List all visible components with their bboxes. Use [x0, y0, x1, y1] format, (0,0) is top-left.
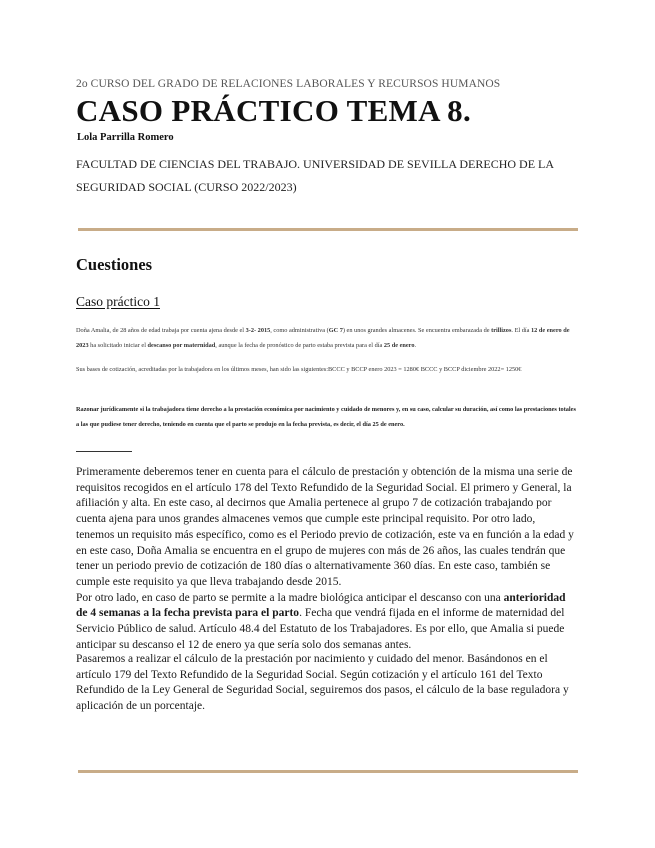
author-name: Lola Parrilla Romero	[77, 132, 174, 143]
top-divider	[78, 228, 578, 231]
case-statement-paragraph: Doña Amalia, de 28 años de edad trabaja por cuenta ajena desde el 3-2- 2015, como administrativa (GC 7) en unos grandes almacenes. Se encuentra embarazada de trillizos. El día 12 de enero de 2023 ha solicitado iniciar el descanso por maternidad, aunque la fecha de pronóstico de parto estaba prevista para el día 25 de enero.	[76, 327, 570, 349]
section-heading: Cuestiones	[76, 255, 153, 274]
bottom-divider	[78, 770, 578, 773]
question-paragraph: Razonar jurídicamente si la trabajadora tiene derecho a la prestación económica por nacimiento y cuidado de menores y, en su caso, calcular su duración, así como las prestaciones totales a las que pudiese tener derecho, teniendo en cuenta que el parto se produjo en la fecha prevista, es decir, el día 25 de enero.	[76, 406, 576, 428]
answer-requirements-text: Primeramente deberemos tener en cuenta para el cálculo de prestación y obtención de la misma una serie de requisitos recogidos en el artículo 178 del Texto Refundido de la Seguridad Social. El primero y General, la afiliación y alta. En este caso, al decirnos que Amalia pertenece al grupo 7 de cotización trabajando por cuenta ajena para unos grandes almacenes vemos que cumple este principal requisito. Por otro lado, tenemos un requisito más específico, como es el Periodo previo de cotización, este va en función a la edad y en este caso, Doña Amalia se encuentra en el grupo de mujeres con más de 26 años, las cuales tendrán que tener un periodo previo de cotización de 180 días o alternativamente 360 días. En este caso, también se cumple este requisito ya que lleva trabajando desde 2015.	[76, 466, 574, 588]
answer-anticipation-text: Por otro lado, en caso de parto se permite a la madre biológica anticipar el descanso con una anterioridad de 4 semanas a la fecha prevista para el parto. Fecha que vendrá fijada en el informe de maternidad del Servicio Público de salud. Artículo 48.4 del Estatuto de los Trabajadores. Es por ello, que Amalia si puede anticipar su descanso el 12 de enero ya que sería solo dos semanas antes.	[76, 591, 566, 651]
answer-separator	[76, 451, 132, 452]
course-line: 2o CURSO DEL GRADO DE RELACIONES LABORALES Y RECURSOS HUMANOS	[76, 78, 501, 90]
case-heading: Caso práctico 1	[76, 294, 160, 309]
faculty-line: FACULTAD DE CIENCIAS DEL TRABAJO. UNIVERSIDAD DE SEVILLA DERECHO DE LA SEGURIDAD SOCIAL (CURSO 2022/2023)	[76, 157, 554, 194]
answer-paragraph-2: Pasaremos a realizar el cálculo de la prestación por nacimiento y cuidado del menor. Basándonos en el artículo 179 del Texto Refundido de la Seguridad Social. Según cotización y el artículo 161 del Texto Refundido de la Ley General de Seguridad Social, seguiremos dos pasos, el cálculo de la base reguladora y aplicación de un porcentaje.	[76, 653, 569, 713]
page-title: CASO PRÁCTICO TEMA 8.	[76, 93, 471, 128]
answer-paragraph-1	[76, 465, 576, 653]
contribution-bases-paragraph: Sus bases de cotización, acreditadas por la trabajadora en los últimos meses, han sido las siguientes:BCCC y BCCP enero 2023 = 1280€ BCCC y BCCP diciembre 2022= 1250€	[76, 366, 522, 373]
